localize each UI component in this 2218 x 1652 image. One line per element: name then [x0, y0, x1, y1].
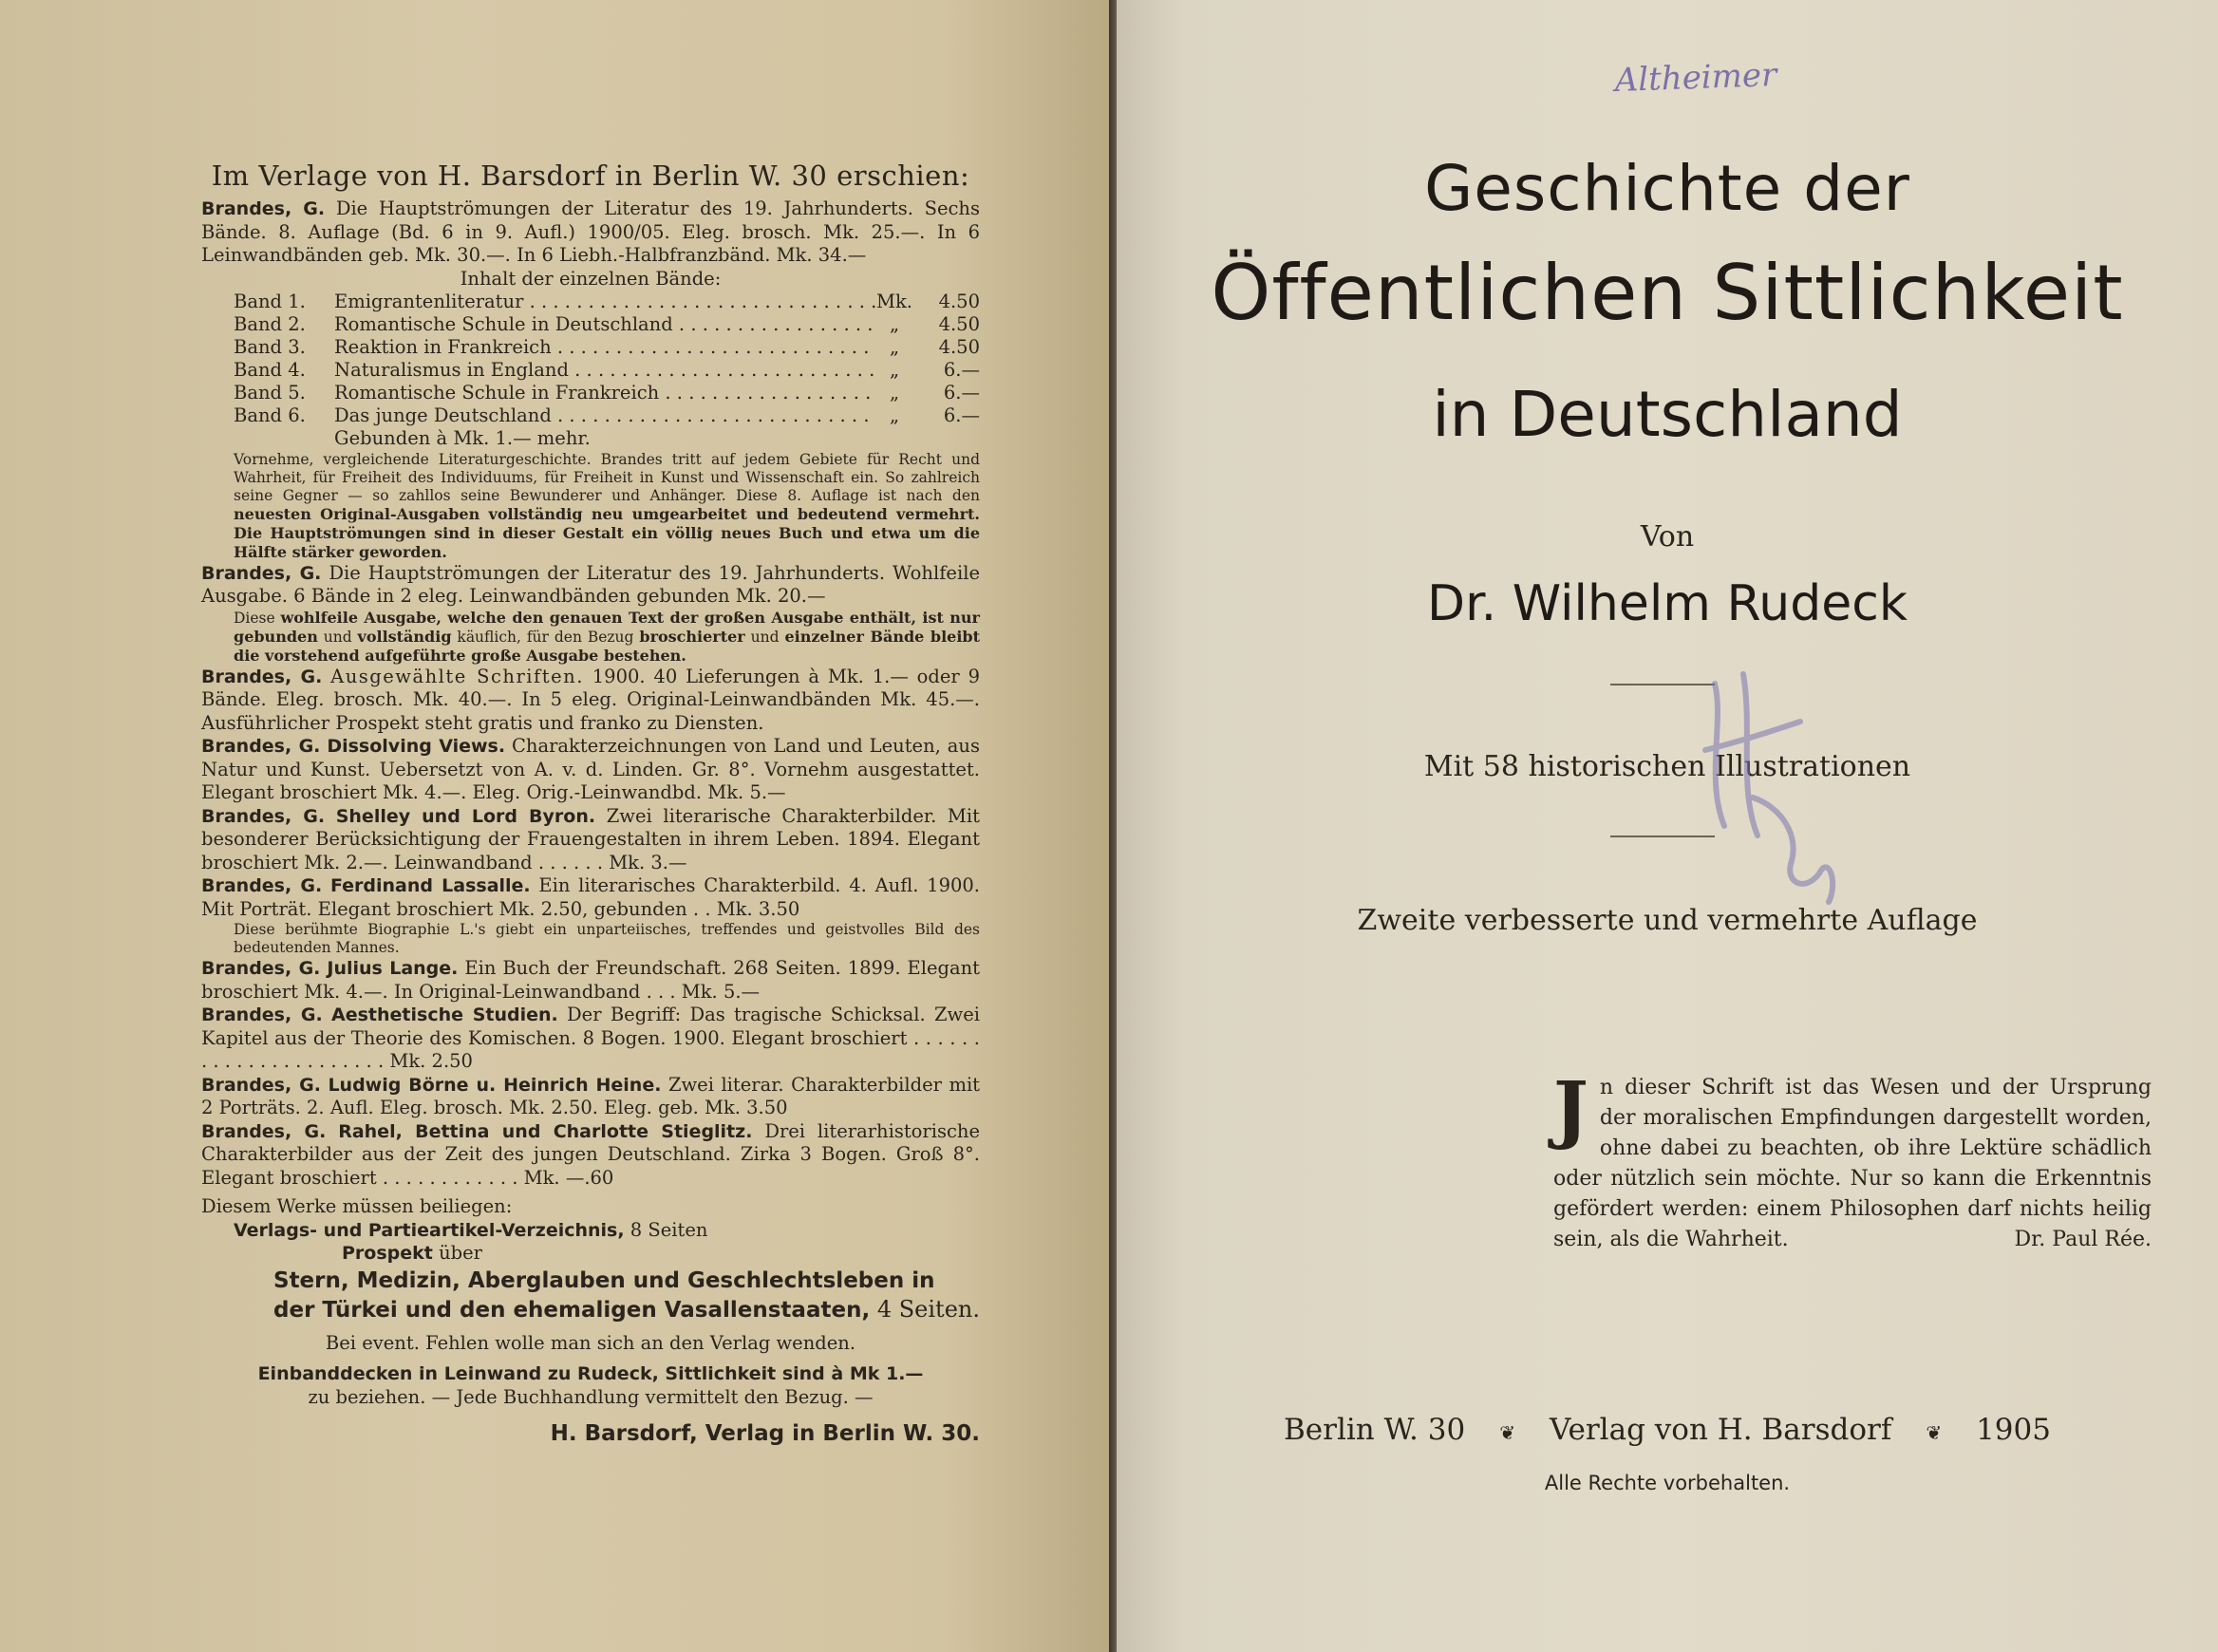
entry-6-note: Diese berühmte Biographie L.'s giebt ein unparteiisches, treffendes und geistvolles Bild des bedeutenden Mannes.: [234, 921, 980, 956]
entry-2: Brandes, G. Die Hauptströmungen der Literatur des 19. Jahrhunderts. Wohlfeile Ausgabe. 6 Bände in 2 eleg. Leinwandbänden gebunden Mk. 20.—: [201, 561, 980, 607]
entry-text: Die Hauptströmungen der Literatur des 19. Jahrhunderts. Sechs Bände. 8. Auflage (Bd. 6 in 9. Aufl.) 1900/05. Eleg. brosch. Mk. 25.—. In 6 Leinwandbänden geb. Mk. 30.—. In 6 Liebh.-Halbfranzbänd. Mk. 34.—: [201, 197, 980, 266]
enclosure-2: Prospekt über: [342, 1242, 482, 1264]
epigraph-text: n dieser Schrift ist das Wesen und der Ursprung der moralischen Empfindungen dargestellt worden, ohne dabei zu beachten, ob ihre Lektüre schädlich oder nützlich sein möchte. Nur so kann die Erkenntnis gefördert werden: einem Philosophen darf nichts heilig sein, als die Wahrheit.: [1553, 1076, 2152, 1251]
epigraph: [1553, 1066, 2152, 1255]
title-page: [1117, 0, 2218, 1652]
volume-row: Band 2. Romantische Schule in Deutschland . . . „ 4.50: [201, 313, 980, 336]
title-line-1: Geschichte der: [1424, 152, 1910, 225]
author-name: Dr. Wilhelm Rudeck: [1427, 575, 1908, 632]
illustrations-note: Mit 58 historischen Illustrationen: [1423, 750, 1911, 783]
ornament-icon: ❦: [1926, 1421, 1943, 1444]
entry-1-note: Vornehme, vergleichende Literaturgeschichte. Brandes tritt auf jedem Gebiete für Recht und Wahrheit, für Freiheit des Individuums, für Freiheit in Kunst und Wissenschaft ein. So zahlreich seine Gegner — so zahllos seine Bewunderer und Anhänger. Diese 8. Auflage ist nach den neuesten Original-Ausgaben vollständig neu umgearbeitet und bedeutend vermehrt. Die Hauptströmungen sind in dieser Gestalt ein völlig neues Buch und etwa um die Hälfte stärker geworden.: [234, 450, 980, 561]
missing-note: Bei event. Fehlen wolle man sich an den Verlag wenden.: [325, 1331, 856, 1354]
entry-8: Brandes, G. Aesthetische Studien. Der Begriff: Das tragische Schicksal. Zwei Kapitel aus der Theorie des Komischen. 8 Bogen. 1900. Elegant broschiert . . . . . . . . . . . . . . . . . . . . . . Mk. 2.50: [201, 1004, 980, 1072]
drop-cap: J: [1553, 1066, 1588, 1153]
enclosure-1: Verlags- und Partieartikel-Verzeichnis, 8 Seiten: [234, 1218, 708, 1241]
imprint-city: Berlin W. 30: [1284, 1413, 1466, 1447]
ornament-icon: ❦: [1499, 1421, 1515, 1444]
contents-label: Inhalt der einzelnen Bände:: [460, 267, 722, 290]
publisher-footer: H. Barsdorf, Verlag in Berlin W. 30.: [550, 1421, 980, 1446]
binding-note: Einbanddecken in Leinwand zu Rudeck, Sittlichkeit sind à Mk 1.— zu beziehen. — Jede Buchhandlung vermittelt den Bezug. —: [257, 1363, 924, 1408]
volume-row: Band 5. Romantische Schule in Frankreich . . . „ 6.—: [201, 382, 980, 404]
signature-scribble: [1686, 665, 1848, 911]
rights-notice: Alle Rechte vorbehalten.: [1544, 1472, 1791, 1494]
entry-5: Brandes, G. Shelley und Lord Byron. Zwei literarische Charakterbilder. Mit besonderer Berücksichtigung der Frauengestalten in ihrem Leben. 1894. Elegant broschiert Mk. 2.—. Leinwandband . . . . . . Mk. 3.—: [201, 804, 980, 873]
entry-4: Brandes, G. Dissolving Views. Charakterzeichnungen von Land und Leuten, aus Natur und Kunst. Uebersetzt von A. v. d. Linden. Gr. 8°. Vornehm ausgestattet. Elegant broschiert Mk. 4.—. Eleg. Orig.-Leinwandbd. Mk. 5.—: [201, 735, 980, 803]
entry-2-note: Diese wohlfeile Ausgabe, welche den genauen Text der großen Ausgabe enthält, ist nur gebunden und vollständig käuflich, für den Bezug broschierter und einzelner Bände bleibt die vorstehend aufgeführte große Ausgabe bestehen.: [234, 608, 980, 665]
volume-list: [201, 291, 980, 451]
entry-3: Brandes, G. Ausgewählte Schriften. 1900. 40 Lieferungen à Mk. 1.— oder 9 Bände. Eleg. brosch. Mk. 40.—. In 5 eleg. Original-Leinwandbänden Mk. 45.—. Ausführlicher Prospekt steht gratis und franko zu Diensten.: [201, 665, 980, 734]
advert-list: [201, 197, 980, 1446]
entry-1: [201, 197, 980, 268]
owner-stamp: Altheimer: [1614, 56, 1777, 100]
entry-7: Brandes, G. Julius Lange. Ein Buch der Freundschaft. 268 Seiten. 1899. Elegant broschiert Mk. 4.—. In Original-Leinwandband . . . Mk. 5.—: [201, 957, 980, 1003]
imprint-year: 1905: [1976, 1413, 2051, 1447]
bound-note: Gebunden à Mk. 1.— mehr.: [334, 427, 591, 449]
enclosure-3: Stern, Medizin, Aberglauben und Geschlechtsleben in der Türkei und den ehemaligen Vasallenstaaten, 4 Seiten.: [273, 1267, 980, 1323]
book-gutter: [1109, 0, 1117, 1652]
imprint-publisher: Verlag von H. Barsdorf: [1549, 1413, 1892, 1447]
entry-6: Brandes, G. Ferdinand Lassalle. Ein literarisches Charakterbild. 4. Aufl. 1900. Mit Porträt. Elegant broschiert Mk. 2.50, gebunden . . Mk. 3.50: [201, 874, 981, 920]
entry-10: Brandes, G. Rahel, Bettina und Charlotte Stieglitz. Drei literarhistorische Charakterbilder aus der Zeit des jungen Deutschland. Zirka 3 Bogen. Groß 8°. Elegant broschiert . . . . . . . . . . . . Mk. —.60: [201, 1119, 980, 1189]
title-line-2: Öffentlichen Sittlichkeit: [1211, 249, 2124, 337]
imprint: [1117, 1413, 2218, 1447]
enclosures-intro: Diesem Werke müssen beiliegen:: [201, 1195, 513, 1217]
entry-9: Brandes, G. Ludwig Börne u. Heinrich Heine. Zwei literar. Charakterbilder mit 2 Porträts. 2. Aufl. Eleg. brosch. Mk. 2.50. Eleg. geb. Mk. 3.50: [201, 1073, 981, 1118]
publisher-heading: Im Verlage von H. Barsdorf in Berlin W. 30 erschien:: [211, 160, 970, 192]
title-line-3: in Deutschland: [1432, 378, 1903, 451]
edition-note: Zweite verbesserte und vermehrte Auflage: [1357, 904, 1978, 937]
volume-row: Band 1. Emigrantenliteratur . . . Mk. 4.50: [201, 291, 980, 313]
volume-row: Band 6. Das junge Deutschland . . . „ 6.—: [201, 404, 980, 427]
entry-author: Brandes, G.: [201, 198, 326, 219]
by-label: Von: [1640, 520, 1695, 554]
volume-row: Band 4. Naturalismus in England . . . „ 6.—: [201, 359, 980, 382]
volume-row: Band 3. Reaktion in Frankreich . . . „ 4.50: [201, 336, 980, 359]
epigraph-author: Dr. Paul Rée.: [2014, 1228, 2152, 1251]
